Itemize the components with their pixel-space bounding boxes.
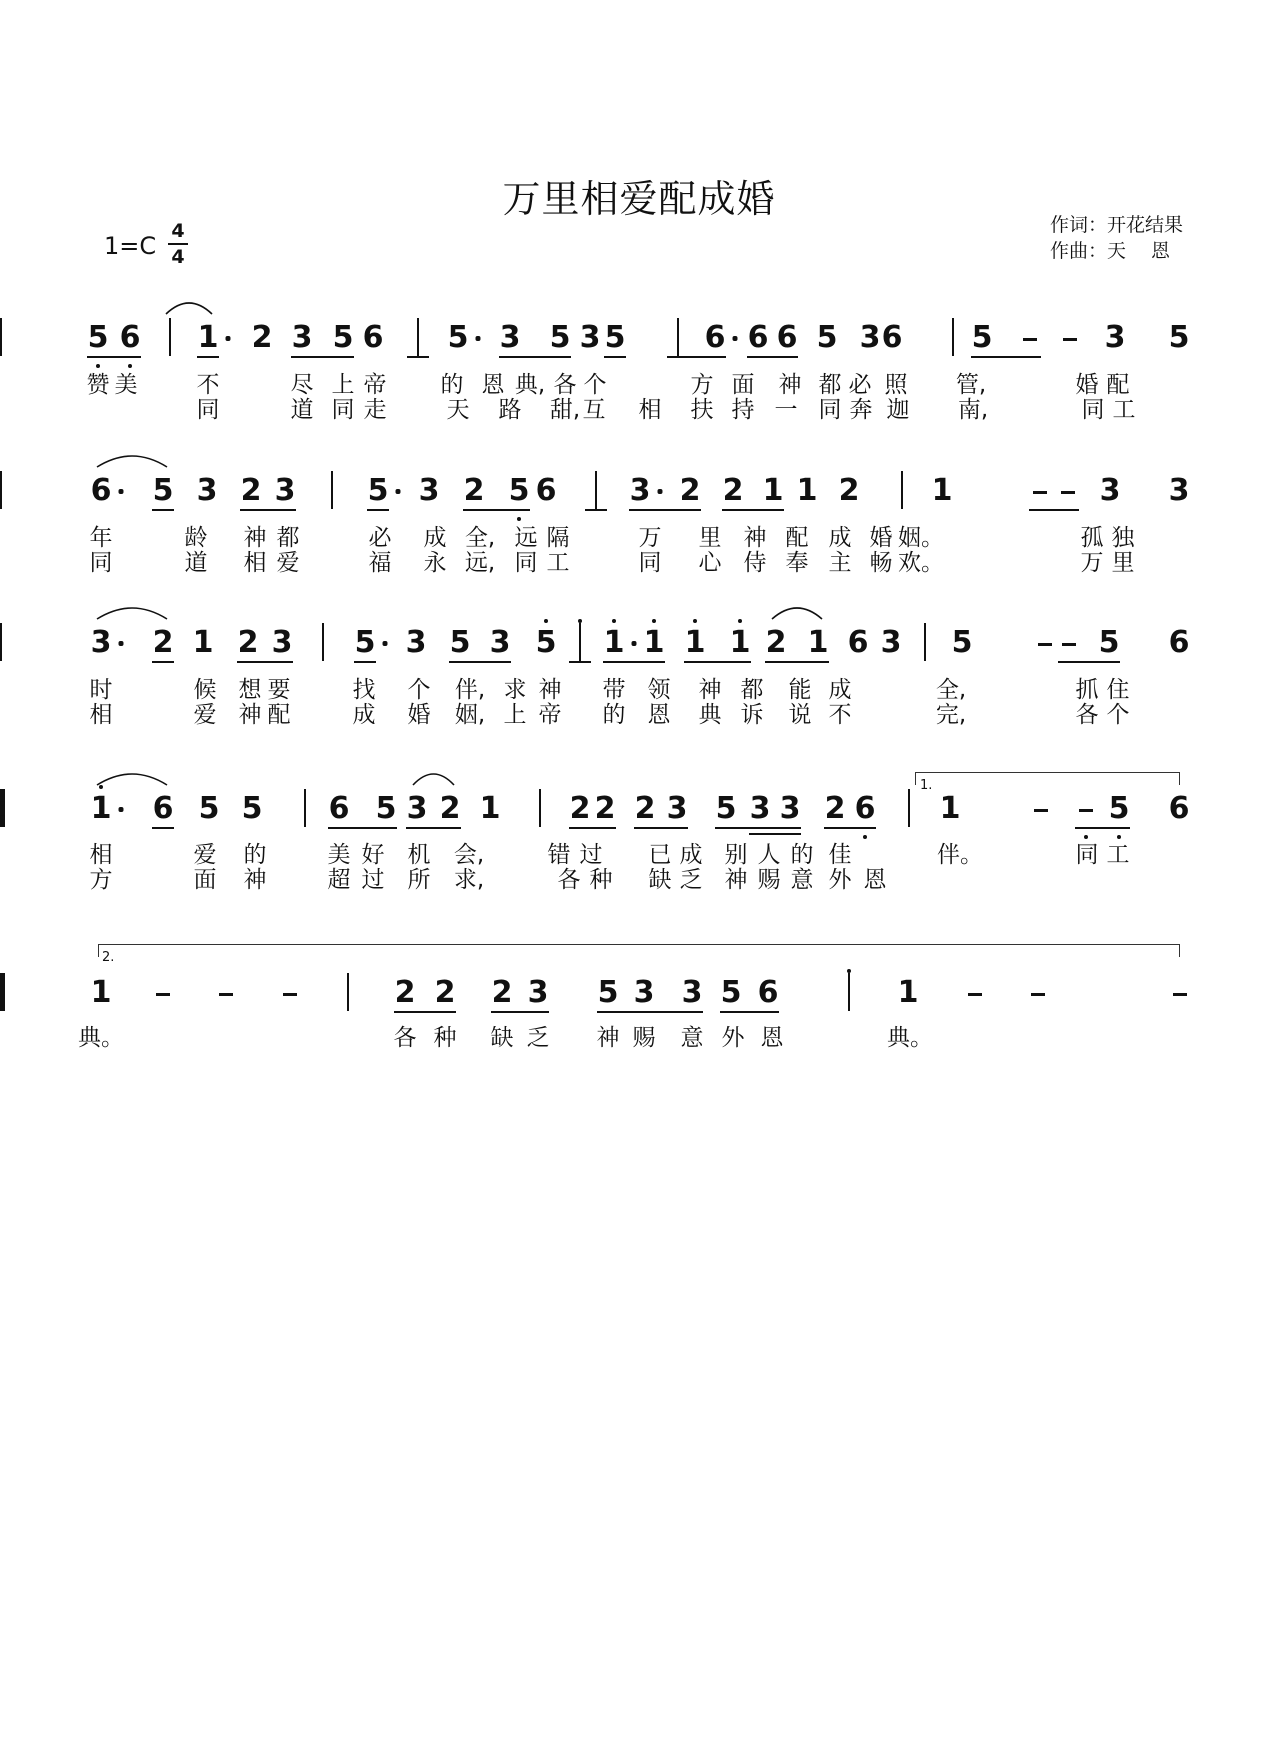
lyric-verse1: 都 — [740, 677, 764, 703]
lyric-verse1: 工 — [1106, 842, 1130, 868]
lyric-verse2: 工 — [1112, 397, 1136, 423]
note: 5 — [447, 320, 469, 355]
lyric-verse2: 持 — [731, 397, 755, 423]
lyric-verse1: 美 — [327, 842, 351, 868]
volta-2-bracket — [98, 944, 1180, 957]
lyric-verse2: 心 — [698, 550, 722, 576]
slur — [97, 774, 167, 785]
lyric-verse1: 想 — [238, 677, 262, 703]
note: 3 — [666, 791, 688, 826]
lyric-verse1: 缺 — [490, 1025, 514, 1051]
note: 1 — [762, 473, 784, 508]
lyric-verse1: 典。 — [887, 1025, 933, 1051]
note: 5 — [971, 320, 993, 355]
note: 6 — [1168, 625, 1190, 660]
note: 5 — [367, 473, 389, 508]
note: 5 — [1108, 791, 1130, 826]
note: 3 — [1104, 320, 1126, 355]
song-title: 万里相爱配成婚 — [502, 177, 776, 221]
note: 6 — [881, 320, 903, 355]
lyric-verse2: 恩 — [863, 867, 887, 893]
lyric-verse1: 恩 — [760, 1025, 784, 1051]
lyric-verse1: 不 — [196, 372, 220, 398]
note: 1 — [729, 625, 751, 660]
note: 6 — [119, 320, 141, 355]
note: 1 — [90, 975, 112, 1010]
lyric-verse2: 完, — [935, 702, 967, 728]
note: 3 — [291, 320, 313, 355]
composer-credit: 作曲：天 恩 — [1050, 240, 1171, 262]
lyric-verse1: 神 — [243, 525, 267, 551]
lyric-verse1: 要 — [267, 677, 291, 703]
lyric-verse2: 缺 — [648, 867, 672, 893]
lyric-verse2: 相 — [638, 397, 662, 423]
note: 3 — [633, 975, 655, 1010]
lyric-verse1: 领 — [647, 677, 671, 703]
note: 2 — [394, 975, 416, 1010]
lyric-verse1: 能 — [788, 677, 812, 703]
note: 3 — [859, 320, 881, 355]
lyric-verse1: 婚 — [869, 525, 893, 551]
lyric-verse1: 已 — [648, 842, 672, 868]
note: 6 — [747, 320, 769, 355]
note: 1 — [807, 625, 829, 660]
note: 6 — [328, 791, 350, 826]
lyric-verse1: 管, — [955, 372, 987, 398]
note: 2 — [240, 473, 262, 508]
lyric-verse2: 里 — [1111, 550, 1135, 576]
lyric-verse2: 主 — [828, 550, 852, 576]
note: 1 — [897, 975, 919, 1010]
lyric-verse2: 侍 — [743, 550, 767, 576]
note: 3 — [489, 625, 511, 660]
key-signature: 1=C — [104, 232, 157, 260]
note: 5 — [332, 320, 354, 355]
note: 6 — [362, 320, 384, 355]
lyric-verse1: 意 — [680, 1025, 704, 1051]
lyric-verse2: 方 — [89, 867, 113, 893]
lyric-verse2: 天 — [446, 397, 470, 423]
lyric-verse1: 错 — [547, 842, 571, 868]
lyric-verse2: 扶 — [690, 397, 714, 423]
note: 3 — [779, 791, 801, 826]
lyric-verse2: 迦 — [886, 397, 910, 423]
note: 2 — [434, 975, 456, 1010]
note: 1 — [939, 791, 961, 826]
lyric-verse1: 必 — [848, 372, 872, 398]
note: 1 — [90, 791, 112, 826]
lyric-verse2: 畅 — [869, 550, 893, 576]
lyric-verse1: 乏 — [526, 1025, 550, 1051]
note: 3 — [90, 625, 112, 660]
lyric-verse2: 姻, — [454, 702, 486, 728]
note: 3 — [1099, 473, 1121, 508]
lyric-verse1: 方 — [690, 372, 714, 398]
lyric-verse2: 欢。 — [898, 550, 944, 576]
lyric-verse1: 姻。 — [898, 525, 944, 551]
note: 6 — [152, 791, 174, 826]
lyric-verse1: 神 — [698, 677, 722, 703]
lyric-verse2: 神 — [724, 867, 748, 893]
lyric-verse2: 同 — [331, 397, 355, 423]
lyric-verse1: 神 — [743, 525, 767, 551]
lyric-verse1: 配 — [1106, 372, 1130, 398]
lyric-verse2: 恩 — [647, 702, 671, 728]
volta-1-label: 1. — [920, 778, 933, 793]
lyric-verse2: 相 — [243, 550, 267, 576]
lyric-verse2: 外 — [828, 867, 852, 893]
lyric-verse2: 帝 — [538, 702, 562, 728]
time-signature-bottom: 4 — [171, 246, 185, 268]
note: 5 — [354, 625, 376, 660]
slur — [413, 774, 454, 785]
lyric-verse1: 上 — [331, 372, 355, 398]
lyric-verse1: 都 — [276, 525, 300, 551]
lyric-verse1: 成 — [679, 842, 703, 868]
note: 5 — [87, 320, 109, 355]
lyric-verse1: 爱 — [193, 842, 217, 868]
lyric-verse1: 住 — [1106, 677, 1130, 703]
lyric-verse2: 求, — [453, 867, 485, 893]
lyric-verse2: 诉 — [740, 702, 764, 728]
slur — [166, 303, 212, 314]
note: 5 — [1098, 625, 1120, 660]
lyric-verse2: 南, — [957, 397, 989, 423]
lyric-verse2: 同 — [818, 397, 842, 423]
lyric-verse2: 走 — [363, 397, 387, 423]
note: 3 — [271, 625, 293, 660]
time-signature-top: 4 — [171, 220, 185, 242]
note: 2 — [594, 791, 616, 826]
note: 6 — [704, 320, 726, 355]
note: 3 — [681, 975, 703, 1010]
lyric-verse1: 成 — [828, 677, 852, 703]
note: 3 — [405, 625, 427, 660]
lyric-verse1: 过 — [579, 842, 603, 868]
note: 5 — [241, 791, 263, 826]
lyric-verse1: 相 — [89, 842, 113, 868]
lyric-verse1: 种 — [433, 1025, 457, 1051]
lyric-verse1: 别 — [724, 842, 748, 868]
lyric-verse1: 机 — [407, 842, 431, 868]
lyric-verse1: 成 — [828, 525, 852, 551]
note: 1 — [796, 473, 818, 508]
lyric-verse1: 帝 — [363, 372, 387, 398]
lyric-verse2: 永 — [423, 550, 447, 576]
lyric-verse1: 神 — [538, 677, 562, 703]
note: 1 — [603, 625, 625, 660]
lyric-verse1: 恩 — [481, 372, 505, 398]
lyric-verse2: 远, — [464, 550, 496, 576]
lyric-verse1: 时 — [89, 677, 113, 703]
note: 6 — [757, 975, 779, 1010]
lyric-verse2: 同 — [89, 550, 113, 576]
lyric-verse2: 同 — [514, 550, 538, 576]
lyric-verse2: 说 — [788, 702, 812, 728]
slur — [772, 608, 822, 619]
note: 2 — [251, 320, 273, 355]
lyric-verse1: 美 — [114, 372, 138, 398]
lyric-verse1: 赐 — [632, 1025, 656, 1051]
lyric-verse2: 福 — [368, 550, 392, 576]
lyric-verse2: 不 — [828, 702, 852, 728]
note: 3 — [629, 473, 651, 508]
lyric-verse2: 万 — [1080, 550, 1104, 576]
lyric-verse1: 全, — [935, 677, 967, 703]
lyric-verse1: 的 — [243, 842, 267, 868]
note: 5 — [508, 473, 530, 508]
note: 5 — [375, 791, 397, 826]
lyric-verse2: 奉 — [785, 550, 809, 576]
note: 6 — [90, 473, 112, 508]
lyric-verse1: 同 — [1075, 842, 1099, 868]
lyric-verse2: 过 — [361, 867, 385, 893]
lyric-verse1: 伴, — [454, 677, 486, 703]
lyric-verse2: 工 — [546, 550, 570, 576]
note: 6 — [1168, 791, 1190, 826]
note: 2 — [722, 473, 744, 508]
note: 1 — [479, 791, 501, 826]
lyric-verse2: 的 — [602, 702, 626, 728]
note: 3 — [579, 320, 601, 355]
lyric-verse1: 的 — [440, 372, 464, 398]
lyric-verse1: 带 — [602, 677, 626, 703]
lyric-verse1: 孤 — [1080, 525, 1104, 551]
note: 3 — [274, 473, 296, 508]
lyric-verse1: 年 — [89, 525, 113, 551]
lyric-verse2: 面 — [193, 867, 217, 893]
lyric-verse1: 的 — [790, 842, 814, 868]
note: 2 — [569, 791, 591, 826]
lyric-verse2: 爱 — [276, 550, 300, 576]
note: 2 — [838, 473, 860, 508]
note: 5 — [597, 975, 619, 1010]
note: 3 — [527, 975, 549, 1010]
note: 3 — [880, 625, 902, 660]
note: 1 — [643, 625, 665, 660]
note: 3 — [196, 473, 218, 508]
lyric-verse1: 会, — [453, 842, 485, 868]
lyric-verse1: 远 — [514, 525, 538, 551]
lyric-verse2: 配 — [267, 702, 291, 728]
lyric-verse2: 超 — [327, 867, 351, 893]
note: 5 — [720, 975, 742, 1010]
slur — [97, 608, 167, 619]
lyric-verse1: 必 — [368, 525, 392, 551]
note: 3 — [499, 320, 521, 355]
slur — [97, 456, 167, 467]
lyric-verse1: 抓 — [1075, 677, 1099, 703]
note: 5 — [198, 791, 220, 826]
lyric-verse2: 各 — [557, 867, 581, 893]
lyric-verse2: 同 — [196, 397, 220, 423]
lyric-verse1: 婚 — [1075, 372, 1099, 398]
volta-1-bracket — [915, 772, 1180, 785]
lyric-verse2: 互 — [582, 397, 606, 423]
lyric-verse2: 婚 — [407, 702, 431, 728]
lyric-verse1: 成 — [423, 525, 447, 551]
lyric-verse1: 伴。 — [937, 842, 983, 868]
note: 2 — [679, 473, 701, 508]
lyric-verse2: 成 — [352, 702, 376, 728]
lyric-verse1: 都 — [818, 372, 842, 398]
lyric-verse1: 赞 — [86, 372, 110, 398]
note: 2 — [634, 791, 656, 826]
note: 6 — [854, 791, 876, 826]
lyric-verse1: 神 — [778, 372, 802, 398]
lyric-verse2: 同 — [1081, 397, 1105, 423]
lyric-verse1: 隔 — [546, 525, 570, 551]
note: 5 — [535, 625, 557, 660]
lyric-verse1: 面 — [731, 372, 755, 398]
lyric-verse2: 意 — [790, 867, 814, 893]
lyric-verse2: 种 — [589, 867, 613, 893]
lyric-verse2: 典 — [698, 702, 722, 728]
lyric-verse2: 神 — [238, 702, 262, 728]
lyric-verse1: 全, — [464, 525, 496, 551]
lyric-verse1: 个 — [583, 372, 607, 398]
volta-2-label: 2. — [102, 950, 115, 965]
lyric-verse2: 上 — [503, 702, 527, 728]
lyric-verse2: 奔 — [849, 397, 873, 423]
note: 2 — [824, 791, 846, 826]
note: 3 — [418, 473, 440, 508]
lyric-verse1: 个 — [407, 677, 431, 703]
lyricist-credit: 作词：开花结果 — [1050, 214, 1184, 236]
lyric-verse1: 独 — [1111, 525, 1135, 551]
note: 1 — [931, 473, 953, 508]
lyric-verse1: 佳 — [828, 842, 852, 868]
lyric-verse2: 道 — [290, 397, 314, 423]
note: 2 — [439, 791, 461, 826]
note: 5 — [715, 791, 737, 826]
note: 2 — [152, 625, 174, 660]
lyric-verse1: 找 — [352, 677, 376, 703]
lyric-verse2: 相 — [89, 702, 113, 728]
lyric-verse2: 爱 — [193, 702, 217, 728]
note: 5 — [604, 320, 626, 355]
lyric-verse2: 个 — [1106, 702, 1130, 728]
lyric-verse1: 求 — [503, 677, 527, 703]
note: 1 — [197, 320, 219, 355]
note: 2 — [237, 625, 259, 660]
lyric-verse1: 外 — [721, 1025, 745, 1051]
lyric-verse2: 道 — [184, 550, 208, 576]
lyric-verse1: 各 — [393, 1025, 417, 1051]
lyric-verse2: 一 — [774, 397, 798, 423]
lyric-verse2: 同 — [638, 550, 662, 576]
lyric-verse1: 神 — [596, 1025, 620, 1051]
lyric-verse1: 里 — [698, 525, 722, 551]
lyric-verse1: 万 — [638, 525, 662, 551]
lyric-verse1: 典。 — [78, 1025, 124, 1051]
note: 2 — [463, 473, 485, 508]
note: 3 — [1168, 473, 1190, 508]
lyric-verse2: 乏 — [679, 867, 703, 893]
note: 5 — [951, 625, 973, 660]
note: 1 — [684, 625, 706, 660]
note: 5 — [549, 320, 571, 355]
note: 1 — [192, 625, 214, 660]
note: 5 — [1168, 320, 1190, 355]
note: 6 — [535, 473, 557, 508]
lyric-verse2: 所 — [407, 867, 431, 893]
note: 6 — [847, 625, 869, 660]
lyric-verse2: 路 — [498, 397, 522, 423]
lyric-verse2: 甜, — [549, 397, 581, 423]
lyric-verse1: 典, — [514, 372, 546, 398]
note: 5 — [152, 473, 174, 508]
lyric-verse1: 配 — [785, 525, 809, 551]
note: 2 — [491, 975, 513, 1010]
lyric-verse2: 赐 — [757, 867, 781, 893]
lyric-verse1: 各 — [553, 372, 577, 398]
note: 6 — [776, 320, 798, 355]
lyric-verse2: 神 — [243, 867, 267, 893]
lyric-verse1: 好 — [361, 842, 385, 868]
lyric-verse1: 尽 — [290, 372, 314, 398]
lyric-verse1: 候 — [193, 677, 217, 703]
note: 5 — [449, 625, 471, 660]
note: 3 — [749, 791, 771, 826]
lyric-verse2: 各 — [1075, 702, 1099, 728]
lyric-verse1: 龄 — [184, 525, 208, 551]
note: 2 — [765, 625, 787, 660]
note: 5 — [816, 320, 838, 355]
lyric-verse1: 人 — [757, 842, 781, 868]
note: 3 — [406, 791, 428, 826]
lyric-verse1: 照 — [884, 372, 908, 398]
